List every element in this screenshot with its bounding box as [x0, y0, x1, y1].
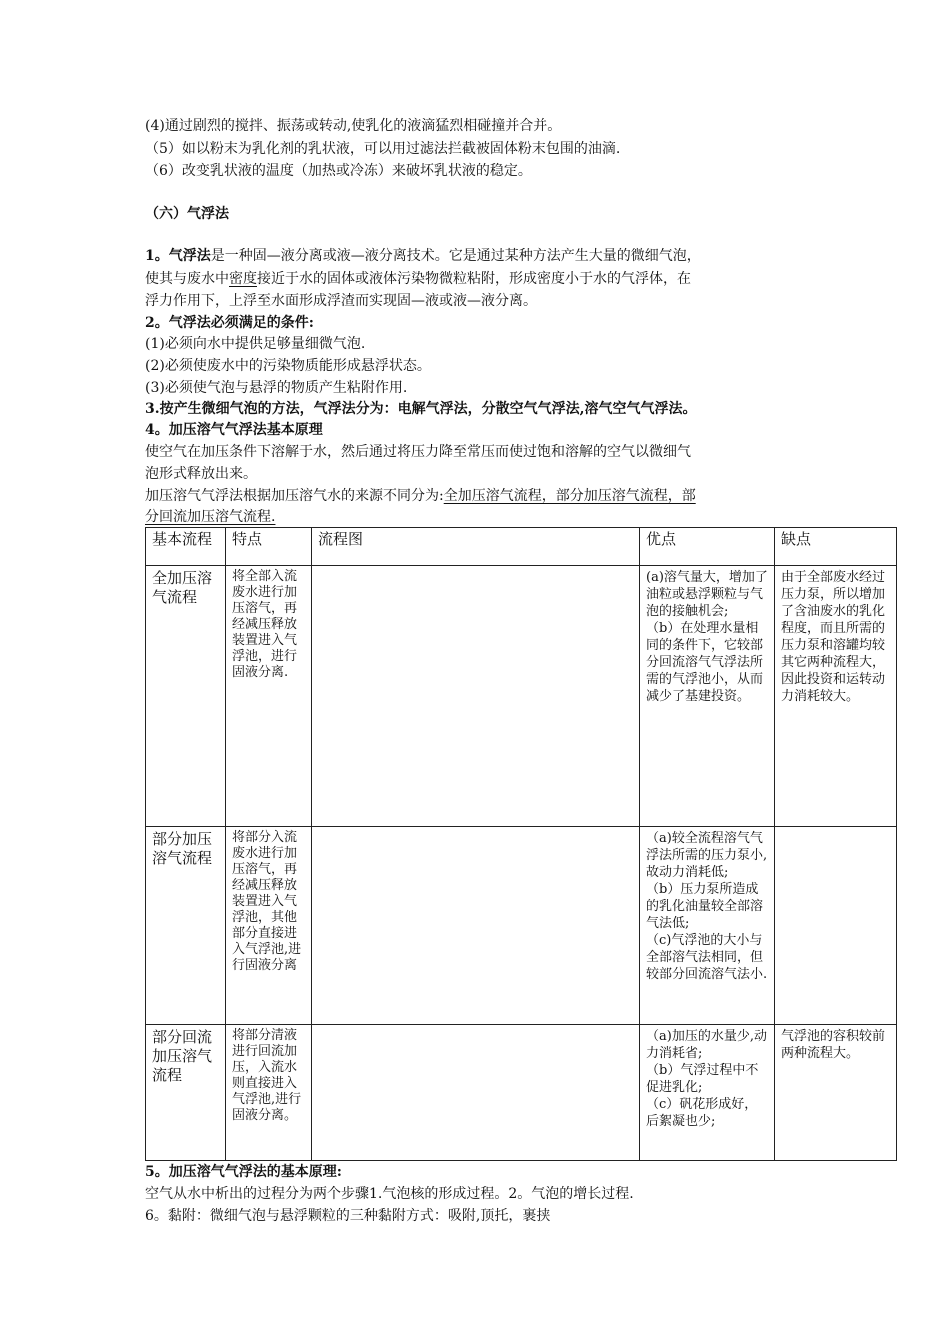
- row-feature: 将部分清液进行回流加压，入流水则直接进入气浮池,进行固液分离。: [226, 1025, 312, 1161]
- intro-line-6: （6）改变乳状液的温度（加热或冷冻）来破坏乳状液的稳定。: [145, 163, 532, 179]
- row-cons: 气浮池的容积较前两种流程大。: [775, 1025, 897, 1161]
- row-feature: 将全部入流废水进行加压溶气，再经减压释放装置进入气浮池，进行固液分离.: [226, 566, 312, 827]
- header-diagram: 流程图: [312, 528, 640, 566]
- p1-line-2-pre: 使其与废水中: [145, 271, 229, 287]
- process-table: [145, 527, 897, 1161]
- table-header-row: [146, 528, 897, 566]
- p4-title: 4。加压溶气气浮法基本原理: [145, 422, 323, 438]
- p1-line-1: [145, 246, 701, 266]
- table-row: [146, 827, 897, 1025]
- row-pros: （a)加压的水量少,动力消耗省; （b）气浮过程中不促进乳化; （c）矾花形成好，后絮凝也少;: [640, 1025, 775, 1161]
- row-feature: 将部分入流废水进行加压溶气，再经减压释放装置进入气浮池，其他部分直接进入气浮池,进行固液分离: [226, 827, 312, 1025]
- p1-line-3: 浮力作用下，上浮至水面形成浮渣而实现固—液或液—液分离。: [145, 293, 537, 309]
- density-link-text: 密度: [229, 271, 257, 287]
- section-title: （六）气浮法: [145, 206, 229, 222]
- header-pros: 优点: [640, 528, 775, 566]
- p1-term: 1。气浮法: [145, 248, 211, 264]
- p1-line-2: [145, 269, 691, 289]
- row-name: 部分回流加压溶气流程: [146, 1025, 226, 1161]
- p4-line-3: [145, 486, 696, 506]
- row-diagram: [312, 827, 640, 1025]
- row-cons: 由于全部废水经过压力泵，所以增加了含油废水的乳化程度，而且所需的压力泵和溶罐均较其它两种流程大，因此投资和运转动力消耗较大。: [775, 566, 897, 827]
- p5-line-1: 空气从水中析出的过程分为两个步骤1.气泡核的形成过程。2。气泡的增长过程.: [145, 1186, 634, 1202]
- p6-line: 6。黏附：微细气泡与悬浮颗粒的三种黏附方式：吸附,顶托，裹挟: [145, 1208, 551, 1224]
- intro-line-4: (4)通过剧烈的搅拌、振荡或转动,使乳化的液滴猛烈相碰撞并合并。: [145, 118, 562, 134]
- p4-line-4-list: 分回流加压溶气流程.: [145, 509, 276, 525]
- header-cons: 缺点: [775, 528, 897, 566]
- table-row: [146, 566, 897, 827]
- p4-line-1: 使空气在加压条件下溶解于水，然后通过将压力降至常压而使过饱和溶解的空气以微细气: [145, 444, 691, 460]
- p4-line-2: 泡形式释放出来。: [145, 466, 257, 482]
- p1-line-2-post: 接近于水的固体或液体污染物微粒粘附，形成密度小于水的气浮体，在: [257, 271, 691, 287]
- p2-item-2: (2)必须使废水中的污染物质能形成悬浮状态。: [145, 358, 431, 374]
- p5-title: 5。加压溶气气浮法的基本原理:: [145, 1164, 342, 1180]
- p1-line-1-text: 是一种固—液分离或液—液分离技术。它是通过某种方法产生大量的微细气泡，: [210, 248, 701, 264]
- table-row: [146, 1025, 897, 1161]
- intro-line-5: （5）如以粉末为乳化剂的乳状液，可以用过滤法拦截被固体粉末包围的油滴.: [145, 141, 621, 157]
- header-basic-process: 基本流程: [146, 528, 226, 566]
- row-diagram: [312, 566, 640, 827]
- row-name: 全加压溶气流程: [146, 566, 226, 827]
- p4-line-3-list: 全加压溶气流程，部分加压溶气流程，部: [443, 488, 696, 504]
- p2-item-1: (1)必须向水中提供足够量细微气泡.: [145, 336, 366, 352]
- p4-line-3-pre: 加压溶气气浮法根据加压溶气水的来源不同分为:: [145, 488, 444, 504]
- row-diagram: [312, 1025, 640, 1161]
- row-pros: (a)溶气量大，增加了油粒或悬浮颗粒与气泡的接触机会; （b）在处理水量相同的条件下，它较部分回流溶气气浮法所需的气浮池小，从而减少了基建投资。: [640, 566, 775, 827]
- row-pros: （a)较全流程溶气气浮法所需的压力泵小,故动力消耗低; （b）压力泵所造成的乳化油量较全部溶气法低; （c)气浮池的大小与全部溶气法相同，但较部分回流溶气法小.: [640, 827, 775, 1025]
- p4-line-4: [145, 507, 275, 527]
- row-name: 部分加压溶气流程: [146, 827, 226, 1025]
- row-cons: [775, 827, 897, 1025]
- p2-title: 2。气浮法必须满足的条件:: [145, 315, 314, 331]
- p2-item-3: (3)必须使气泡与悬浮的物质产生粘附作用.: [145, 380, 408, 396]
- p3-text: 3.按产生微细气泡的方法，气浮法分为：电解气浮法，分散空气气浮法,溶气空气气浮法。: [145, 401, 697, 417]
- header-feature: 特点: [226, 528, 312, 566]
